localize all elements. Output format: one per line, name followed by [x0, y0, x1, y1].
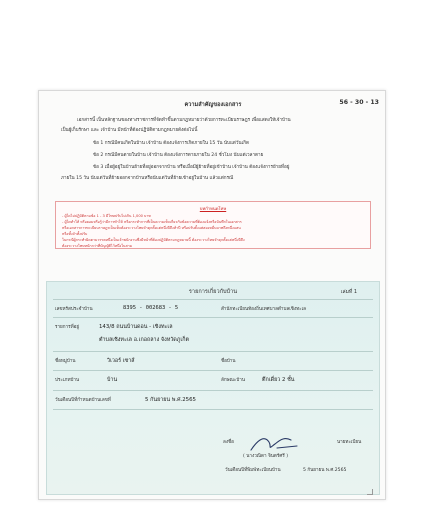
divider [53, 299, 373, 300]
penalty-line: หรือทั้งจำทั้งปรับ [62, 232, 88, 236]
page-title: ความสำคัญของเอกสาร [184, 102, 242, 108]
house-id-value: 8395 - 002683 - 5 [123, 305, 179, 311]
divider [53, 351, 373, 352]
address-label: รายการที่อยู่ [55, 325, 80, 330]
sign-label: ลงชื่อ [223, 440, 234, 445]
house-details-panel [46, 281, 380, 495]
village-value: วิเวอร์ เซาส์ [107, 358, 135, 364]
penalty-line: หรือเอกสารการทะเบียนราษฎรเป็นเท็จต้องระวางโทษจำคุกตั้งแต่หนึ่งปีถึงห้าปี หรือปรับตั้งแต่สองหมื่นบาทถึงหนึ่งแสน [62, 226, 241, 230]
address-line-2: ตำบลเชิงทะเล อ.เกอถลาง จังหวัดภูเก็ต [99, 337, 189, 343]
issue-date-label: วันเดือนปีที่กำหนดบ้านเลขที่ [55, 398, 111, 403]
penalty-box [55, 201, 371, 249]
legal-notice-section [39, 91, 387, 271]
house-type-value: บ้าน [107, 377, 118, 383]
registrar-name: ( นางวณิดา จินตร์ศรี ) [243, 454, 288, 459]
sequence-label: เล่มที่ [340, 289, 353, 295]
divider [53, 390, 373, 391]
divider [53, 317, 373, 318]
document-number: 56 - 30 - 13 [339, 99, 379, 106]
sequence-number [341, 288, 357, 296]
registrar-signature [245, 432, 305, 454]
rule-3: ข้อ 3 เมื่อผู้อยู่ในบ้านย้ายที่อยู่ออกจากบ้าน หรือเมื่อมีผู้ย้ายที่อยู่เข้าบ้าน เจ้าบ้าน ต้องแจ้งการย้ายที่อยู่ [93, 165, 290, 170]
house-style-label: ลักษณะบ้าน [221, 378, 245, 383]
penalty-line: ในกรณีผู้กระทำผิดตามวรรคหนึ่งเป็นเจ้าพนักงานซึ่งมีหน้าที่ต้องปฏิบัติตามกฎหมายนี้ ต้องระวางโทษจำคุกตั้งแต่หนึ่งปีถึง [62, 238, 245, 242]
house-name-label: ชื่อบ้าน [221, 359, 236, 364]
village-label: ชื่อหมู่บ้าน [55, 359, 76, 364]
penalty-line: - ผู้ใดทำให้ หรือยอมหรือรู้ว่ามีการทำให้ หรือกระทำการที่เป็นความเท็จเกี่ยวกับข้อความที่ต้องแจ้งหรือบันทึกในเอกสาร [62, 220, 242, 224]
intro-line-2: เป็นผู้เก็บรักษา และ เจ้าบ้าน มีหน้าที่ต้องปฏิบัติตามกฎหมายดังต่อไปนี้ [61, 128, 198, 133]
house-registration-page [38, 90, 386, 500]
print-date-value: 5 กันยายน พ.ศ.2565 [303, 468, 347, 473]
sequence-value: 1 [353, 289, 357, 295]
corner-mark [367, 489, 373, 495]
penalty-line: ต้องระวางโทษหนักกว่าที่บัญญัติไว้หนึ่งในสาม [62, 244, 133, 248]
rule-3-cont: ภายใน 15 วัน นับแต่วันที่ย้ายออกจากบ้านหรือนับแต่วันที่ย้ายเข้าอยู่ในบ้าน แล้วแต่กรณี [61, 176, 234, 181]
divider [53, 409, 373, 410]
house-section-title: รายการเกี่ยวกับบ้าน [188, 289, 238, 295]
registrar-label: นายทะเบียน [337, 440, 362, 445]
address-line-1: 143/8 ถนนบ้านดอน - เชิงทะเล [99, 324, 173, 330]
issue-date-value: 5 กันยายน พ.ศ.2565 [145, 397, 196, 403]
penalty-title: บทกำหนดโทษ [199, 206, 227, 211]
house-type-label: ประเภทบ้าน [55, 378, 80, 383]
rule-1: ข้อ 1 กรณีมีคนเกิดในบ้าน เจ้าบ้าน ต้องแจ้งการเกิดภายใน 15 วัน นับแต่วันเกิด [93, 141, 249, 146]
intro-line-1: เอกสารนี้ เป็นหลักฐานของทางราชการที่จัดทำขึ้นตามกฎหมายว่าด้วยการทะเบียนราษฎร เพื่อแสดงให้เจ้าบ้าน [77, 118, 291, 123]
print-date-label: วันเดือนปีที่พิมพ์ทะเบียนบ้าน [225, 468, 281, 473]
house-id-label: เลขหรัสประจำบ้าน [55, 307, 93, 312]
registry-office: สำนักทะเบียนท้องถิ่นเทศบาลตำบลเชิงทะเล [221, 307, 307, 312]
divider [53, 370, 373, 371]
rule-2: ข้อ 2 กรณีมีคนตายในบ้าน เจ้าบ้าน ต้องแจ้งการตายภายใน 24 ชั่วโมง นับแต่เวลาตาย [93, 153, 264, 158]
penalty-line: - ผู้ใดไม่ปฏิบัติตามข้อ 1 - 3 มีโทษปรับไม่เกิน 1,000 บาท [62, 214, 151, 218]
house-style-value: ตึกเดี่ยว 2 ชั้น [262, 377, 295, 383]
